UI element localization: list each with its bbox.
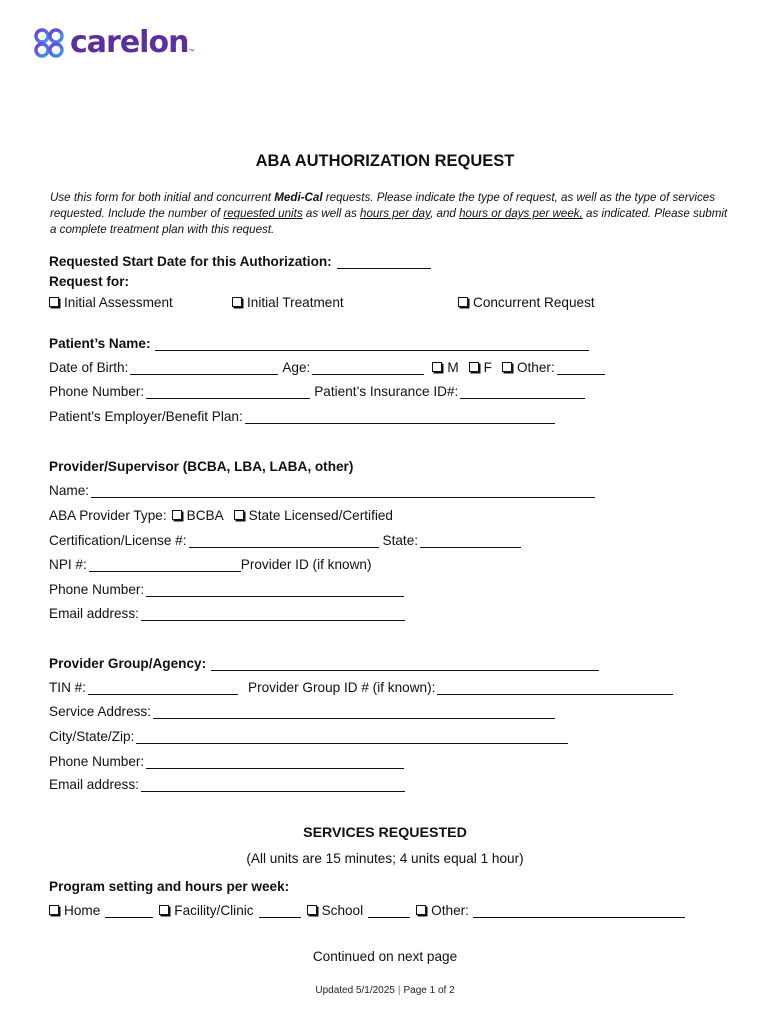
patient-phone-label: Phone Number: — [49, 384, 145, 399]
provider-email-row — [49, 603, 409, 621]
group-email-row — [49, 774, 409, 792]
checkbox-icon[interactable] — [458, 297, 468, 307]
checkbox-icon[interactable] — [49, 297, 59, 307]
page-title: ABA AUTHORIZATION REQUEST — [255, 152, 515, 170]
provider-phone-label: Phone Number: — [49, 582, 145, 597]
group-phone-row — [49, 751, 408, 769]
other-setting-field[interactable] — [473, 903, 685, 918]
group-email-field[interactable] — [141, 777, 405, 792]
patient-dob-row — [49, 357, 609, 375]
provider-name-field[interactable] — [91, 483, 595, 498]
group-heading-label: Provider Group/Agency: — [49, 656, 207, 671]
footer-separator: | — [397, 985, 401, 996]
tin-field[interactable] — [88, 680, 238, 695]
service-address-row — [49, 701, 559, 719]
provider-name-label: Name: — [49, 483, 90, 498]
start-date-row — [49, 251, 435, 269]
npi-row — [49, 554, 371, 572]
request-for-label: Request for: — [49, 274, 130, 289]
group-phone-label: Phone Number: — [49, 754, 145, 769]
school-hours-field[interactable] — [368, 903, 410, 918]
checkbox-icon[interactable] — [307, 905, 317, 915]
provider-id-label: Provider ID (if known) — [240, 557, 372, 572]
npi-field[interactable] — [89, 557, 241, 572]
checkbox-icon[interactable] — [469, 362, 479, 372]
certification-field[interactable] — [189, 533, 379, 548]
checkbox-icon[interactable] — [432, 362, 442, 372]
provider-email-field[interactable] — [141, 606, 405, 621]
service-address-field[interactable] — [153, 704, 555, 719]
updated-date: Updated 5/1/2025 — [315, 985, 395, 996]
certification-label: Certification/License #: — [49, 533, 187, 548]
age-label: Age: — [282, 360, 311, 375]
checkbox-icon[interactable] — [232, 297, 242, 307]
program-setting-row — [49, 900, 689, 918]
carelon-logo — [32, 26, 194, 60]
checkbox-icon[interactable] — [416, 905, 426, 915]
request-initial-assessment[interactable]: Initial Assessment — [49, 292, 173, 310]
page-number: Page 1 of 2 — [403, 985, 455, 996]
city-row — [49, 726, 572, 744]
logo-trademark: ™ — [188, 49, 195, 55]
checkbox-icon[interactable] — [159, 905, 169, 915]
provider-type-row — [49, 505, 393, 523]
group-id-field[interactable] — [437, 680, 673, 695]
patient-phone-field[interactable] — [146, 384, 310, 399]
provider-type-state[interactable]: State Licensed/Certified — [234, 508, 393, 523]
group-id-label: Provider Group ID # (if known): — [248, 680, 436, 695]
provider-type-bcba[interactable]: BCBA — [172, 508, 224, 523]
setting-other[interactable]: Other: — [416, 903, 469, 918]
home-hours-field[interactable] — [105, 903, 153, 918]
group-phone-field[interactable] — [146, 754, 404, 769]
start-date-label: Requested Start Date for this Authorization: — [49, 254, 332, 269]
city-label: City/State/Zip: — [49, 729, 135, 744]
patient-phone-row — [49, 381, 589, 399]
provider-type-label: ABA Provider Type: — [49, 508, 167, 523]
age-field[interactable] — [312, 360, 424, 375]
provider-name-row — [49, 480, 599, 498]
group-name-field[interactable] — [211, 656, 599, 671]
services-heading: SERVICES REQUESTED — [303, 825, 467, 841]
checkbox-icon[interactable] — [502, 362, 512, 372]
carelon-logo-icon — [32, 26, 66, 60]
insurance-id-label: Patient’s Insurance ID#: — [314, 384, 459, 399]
sex-other-option[interactable]: Other: — [502, 360, 555, 375]
continued-note: Continued on next page — [312, 949, 458, 964]
intro-paragraph: Use this form for both initial and concurrent Medi-Cal requests. Please indicate the type of request, as well as the type of services requested. Include the number of requested units as well as hours per day, and hours or days per week, as indicated. Please submit a complete treatment plan with this request. — [50, 191, 728, 236]
services-note: (All units are 15 minutes; 4 units equal 1 hour) — [246, 851, 524, 866]
setting-school[interactable]: School — [307, 903, 364, 918]
sex-m-option[interactable]: M — [432, 360, 458, 375]
dob-label: Date of Birth: — [49, 360, 129, 375]
page-footer — [0, 985, 770, 996]
state-label: State: — [382, 533, 419, 548]
sex-f-option[interactable]: F — [469, 360, 492, 375]
npi-label: NPI #: — [49, 557, 87, 572]
employer-label: Patient's Employer/Benefit Plan: — [49, 409, 243, 424]
group-email-label: Email address: — [49, 777, 139, 792]
checkbox-icon[interactable] — [172, 510, 182, 520]
employer-row — [49, 406, 559, 424]
provider-phone-row — [49, 579, 408, 597]
logo-wordmark: carelon — [70, 25, 189, 60]
request-concurrent[interactable]: Concurrent Request — [458, 292, 595, 310]
insurance-id-field[interactable] — [460, 384, 585, 399]
checkbox-icon[interactable] — [49, 905, 59, 915]
setting-home[interactable]: Home — [49, 903, 100, 918]
group-heading-row — [49, 653, 603, 671]
provider-heading: Provider/Supervisor (BCBA, LBA, LABA, other) — [49, 459, 354, 474]
dob-field[interactable] — [130, 360, 278, 375]
patient-name-label: Patient’s Name: — [49, 336, 151, 351]
tin-label: TIN #: — [49, 680, 87, 695]
tin-row — [49, 677, 677, 695]
facility-hours-field[interactable] — [259, 903, 301, 918]
start-date-field[interactable] — [337, 254, 431, 269]
request-initial-treatment[interactable]: Initial Treatment — [232, 292, 344, 310]
provider-phone-field[interactable] — [146, 582, 404, 597]
sex-other-field[interactable] — [557, 360, 605, 375]
checkbox-icon[interactable] — [234, 510, 244, 520]
setting-facility[interactable]: Facility/Clinic — [159, 903, 253, 918]
program-setting-label: Program setting and hours per week: — [49, 879, 290, 894]
patient-name-row — [49, 333, 593, 351]
service-address-label: Service Address: — [49, 704, 151, 719]
state-field[interactable] — [420, 533, 521, 548]
provider-email-label: Email address: — [49, 606, 139, 621]
patient-name-field[interactable] — [155, 336, 589, 351]
city-field[interactable] — [136, 729, 568, 744]
employer-field[interactable] — [245, 409, 555, 424]
certification-row — [49, 530, 525, 548]
